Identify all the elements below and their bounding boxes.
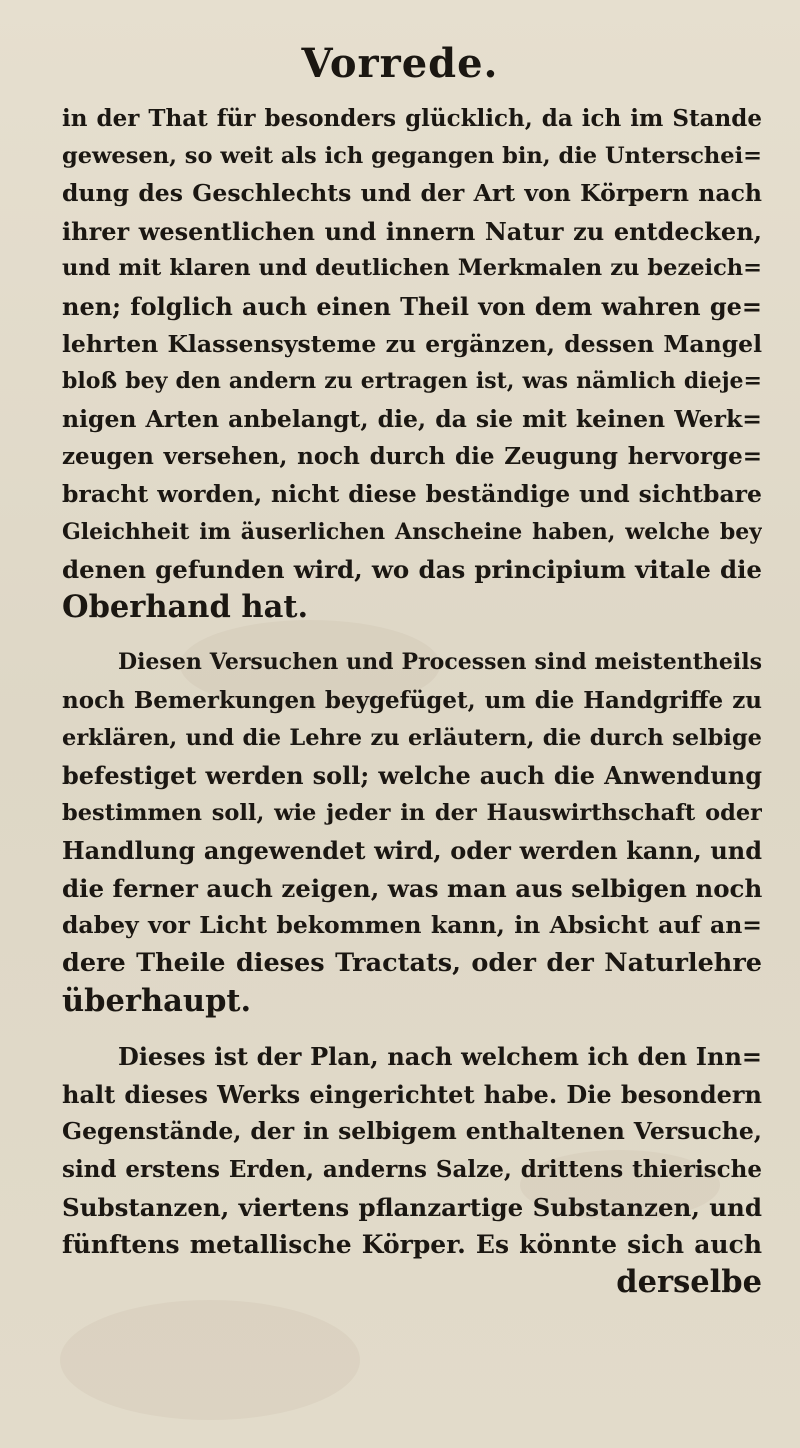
text-line: denen gefunden wird, wo das principium vitale die	[62, 555, 762, 585]
catchword: derselbe	[616, 1263, 762, 1300]
text-line: Dieses ist der Plan, nach welchem ich den Inn=	[118, 1042, 762, 1072]
paragraph-3	[62, 1038, 762, 1264]
paragraph-1	[62, 100, 762, 626]
text-line: nen; folglich auch einen Theil von dem wahren ge=	[62, 291, 762, 321]
text-line: Diesen Versuchen und Processen sind meistentheils	[118, 649, 762, 676]
text-line: Oberhand hat.	[62, 588, 309, 625]
text-line: überhaupt.	[62, 982, 252, 1019]
text-line: bloß bey den andern zu ertragen ist, was nämlich dieje=	[62, 368, 762, 395]
text-line: zeugen versehen, noch durch die Zeugung hervorge=	[62, 443, 762, 471]
text-line: in der That für besonders glücklich, da ich im Stande	[62, 105, 762, 132]
text-line: fünftens metallische Körper. Es könnte sich auch	[62, 1230, 762, 1260]
page-header: Vorrede.	[301, 40, 499, 87]
text-line: gewesen, so weit als ich gegangen bin, die Unterschei=	[62, 142, 762, 169]
paper-stain	[60, 1300, 360, 1420]
text-line: bracht worden, nicht diese beständige und sichtbare	[62, 479, 762, 508]
paragraph-2	[62, 644, 762, 1020]
paragraph-gap	[62, 626, 762, 644]
text-line: sind erstens Erden, anderns Salze, drittens thierische	[62, 1156, 762, 1184]
text-line: erklären, und die Lehre zu erläutern, die durch selbige	[62, 724, 762, 751]
text-line: Gegenstände, der in selbigem enthaltenen Versuche,	[62, 1117, 762, 1146]
text-line: und mit klaren und deutlichen Merkmalen zu bezeich=	[62, 255, 762, 282]
body-text	[62, 100, 762, 1301]
text-line: Handlung angewendet wird, oder werden kann, und	[62, 836, 762, 866]
text-line: die ferner auch zeigen, was man aus selbigen noch	[62, 873, 762, 903]
text-line: nigen Arten anbelangt, die, da sie mit keinen Werk=	[62, 404, 762, 433]
text-line: Gleichheit im äuserlichen Anscheine haben, welche bey	[62, 518, 762, 545]
paragraph-gap	[62, 1020, 762, 1038]
text-line: befestiget werden soll; welche auch die Anwendung	[62, 761, 762, 791]
text-line: dung des Geschlechts und der Art von Körpern nach	[62, 179, 762, 208]
text-line: lehrten Klassensysteme zu ergänzen, dessen Mangel	[62, 329, 762, 358]
text-line: dere Theile dieses Tractats, oder der Naturlehre	[62, 948, 762, 979]
text-line: noch Bemerkungen beygefüget, um die Handgriffe zu	[62, 686, 762, 714]
text-line: Substanzen, viertens pflanzartige Substanzen, und	[62, 1192, 762, 1222]
text-line: ihrer wesentlichen und innern Natur zu entdecken,	[62, 216, 762, 246]
text-line: bestimmen soll, wie jeder in der Hauswirthschaft oder	[62, 799, 762, 826]
text-line: halt dieses Werks eingerichtet habe. Die besondern	[62, 1079, 762, 1109]
text-line: dabey vor Licht bekommen kann, in Absicht auf an=	[62, 911, 762, 940]
